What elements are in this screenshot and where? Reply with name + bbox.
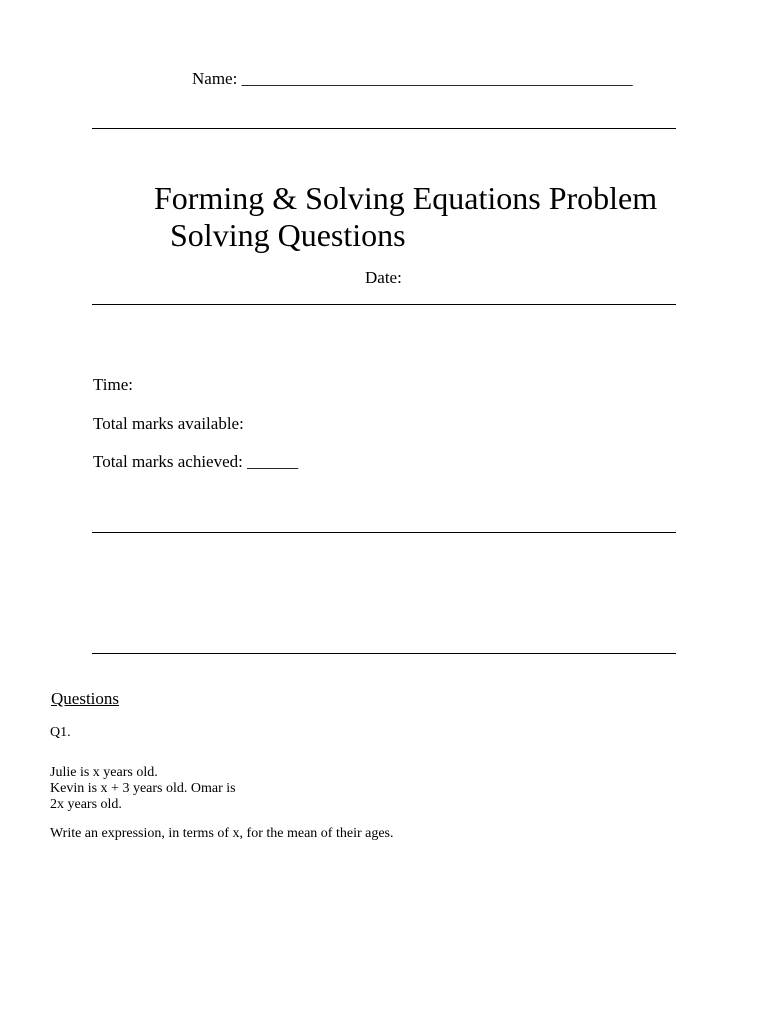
date-label: Date: xyxy=(365,268,402,287)
time-label: Time: xyxy=(93,375,134,394)
questions-heading: Questions xyxy=(51,689,119,708)
page-title xyxy=(154,180,694,254)
divider xyxy=(92,653,676,654)
question-body xyxy=(50,765,290,813)
total-marks-achieved-label: Total marks achieved: ______ xyxy=(93,452,299,471)
question-line: Julie is x years old. xyxy=(50,765,158,780)
divider xyxy=(92,304,676,305)
title-line-2: Solving Questions xyxy=(170,217,406,253)
question-prompt: Write an expression, in terms of x, for the mean of their ages. xyxy=(50,826,394,841)
question-number: Q1. xyxy=(50,725,71,740)
divider xyxy=(92,128,676,129)
question-line: 2x years old. xyxy=(50,797,122,812)
title-line-1: Forming & Solving Equations Problem xyxy=(154,180,658,216)
question-line: Kevin is x + 3 years old. Omar is xyxy=(50,781,236,796)
name-field-label: Name: ______________________________________________ xyxy=(192,69,633,88)
total-marks-available-label: Total marks available: xyxy=(93,414,244,433)
divider xyxy=(92,532,676,533)
